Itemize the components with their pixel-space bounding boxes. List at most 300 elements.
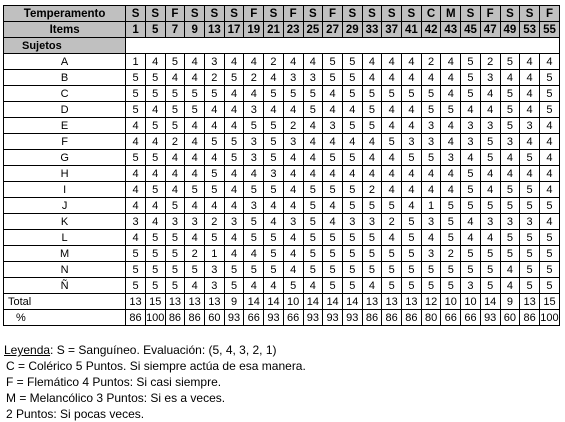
total-row-cell: 14 — [323, 294, 343, 310]
subject-row-cell: 5 — [303, 246, 323, 262]
subject-row-cell: 5 — [342, 118, 362, 134]
percent-row-cell: 66 — [244, 310, 264, 326]
subject-row-cell: 4 — [441, 118, 461, 134]
subject-row-cell: 4 — [362, 278, 382, 294]
subject-row-cell: 5 — [402, 230, 422, 246]
subject-row-cell: 5 — [421, 86, 441, 102]
subject-row-cell: 3 — [500, 214, 520, 230]
subject-row-cell: 5 — [539, 86, 559, 102]
subject-row-cell: 4 — [264, 70, 284, 86]
temperament-row-cell: F — [283, 6, 303, 22]
subject-row-cell: 4 — [264, 102, 284, 118]
subject-row-cell: 5 — [303, 86, 323, 102]
subject-row-cell: 4 — [283, 150, 303, 166]
subject-row-cell: 4 — [500, 70, 520, 86]
subject-row-cell: 5 — [224, 262, 244, 278]
subject-row-cell: 2 — [382, 214, 402, 230]
subject-row-cell: 4 — [362, 134, 382, 150]
total-row-cell: 14 — [244, 294, 264, 310]
subject-row-cell: 4 — [224, 182, 244, 198]
subject-row-cell: 1 — [421, 198, 441, 214]
subject-row — [4, 118, 560, 134]
subject-row-cell: 5 — [205, 166, 225, 182]
subject-row-cell: 2 — [480, 54, 500, 70]
subject-row-cell: 4 — [165, 182, 185, 198]
temperament-row-cell: S — [126, 6, 146, 22]
subject-row-cell: 4 — [145, 214, 165, 230]
subject-row-cell: 5 — [126, 86, 146, 102]
subject-row-cell: 2 — [362, 182, 382, 198]
subject-row-cell: 4 — [539, 214, 559, 230]
subject-row-cell: 4 — [205, 118, 225, 134]
subject-row-cell: 5 — [382, 134, 402, 150]
subject-row-cell: 5 — [441, 278, 461, 294]
subject-row-cell: 5 — [145, 70, 165, 86]
total-row-cell: 14 — [264, 294, 284, 310]
total-row-cell: 13 — [362, 294, 382, 310]
total-row-cell: 13 — [520, 294, 540, 310]
subject-row — [4, 102, 560, 118]
subject-row-cell: 5 — [165, 278, 185, 294]
percent-row — [4, 310, 560, 326]
subject-row-cell: 5 — [520, 198, 540, 214]
subject-row-cell: 4 — [382, 54, 402, 70]
subject-row-cell: 5 — [342, 246, 362, 262]
subject-row-cell: 5 — [480, 150, 500, 166]
subject-row-cell: 5 — [145, 182, 165, 198]
subject-row-cell: 4 — [185, 150, 205, 166]
subject-row-cell: 5 — [165, 246, 185, 262]
subject-row-cell: 3 — [205, 262, 225, 278]
subject-row-cell: 4 — [264, 214, 284, 230]
subject-row-cell: 5 — [264, 246, 284, 262]
subject-row — [4, 278, 560, 294]
subject-row-cell: 4 — [520, 70, 540, 86]
subject-row-cell: 4 — [323, 166, 343, 182]
total-row-cell: 10 — [461, 294, 481, 310]
subject-row-cell: 4 — [244, 278, 264, 294]
subject-row-cell: 3 — [461, 278, 481, 294]
percent-row-cell: 60 — [500, 310, 520, 326]
subject-row-cell: 4 — [461, 102, 481, 118]
subject-row-cell: 5 — [500, 118, 520, 134]
subject-row — [4, 150, 560, 166]
subject-row-cell: 4 — [283, 166, 303, 182]
subject-row-cell: 5 — [382, 86, 402, 102]
subject-row-cell: 4 — [283, 54, 303, 70]
subject-row-cell: 4 — [362, 166, 382, 182]
temperament-row-cell: F — [539, 6, 559, 22]
subject-row-cell: 4 — [283, 182, 303, 198]
items-row-cell: 19 — [244, 22, 264, 38]
subject-row-cell: 5 — [303, 102, 323, 118]
total-row-label: Total — [4, 294, 126, 310]
subject-row-cell: 3 — [441, 150, 461, 166]
subject-row-cell: 4 — [224, 102, 244, 118]
percent-row-cell: 100 — [540, 311, 559, 324]
subject-row-cell: 5 — [303, 230, 323, 246]
percent-row-cell: 86 — [165, 310, 185, 326]
subject-row-cell: 3 — [402, 134, 422, 150]
percent-row-cell: 93 — [323, 310, 343, 326]
subject-row-cell: 4 — [323, 86, 343, 102]
subject-row-cell: 4 — [402, 54, 422, 70]
subject-row-cell: 4 — [303, 134, 323, 150]
subject-row-cell: 5 — [244, 182, 264, 198]
subject-row-cell: 4 — [323, 102, 343, 118]
subject-row-cell: 4 — [382, 102, 402, 118]
percent-row-cell: 93 — [224, 310, 244, 326]
subject-row-cell: 4 — [185, 278, 205, 294]
subject-row-cell: 4 — [244, 246, 264, 262]
subject-row-cell: 4 — [539, 54, 559, 70]
subject-row-cell: 5 — [421, 262, 441, 278]
subject-row-cell: 5 — [461, 166, 481, 182]
items-row-cell: 55 — [539, 22, 559, 38]
subject-row-cell: 4 — [441, 86, 461, 102]
subject-row-cell: 3 — [421, 246, 441, 262]
subject-row-cell: 4 — [382, 166, 402, 182]
subject-row-cell: 4 — [126, 230, 146, 246]
temperament-row-cell: S — [145, 6, 165, 22]
subject-row-cell: 4 — [283, 246, 303, 262]
subject-row-cell: 5 — [539, 262, 559, 278]
items-row-cell: 9 — [185, 22, 205, 38]
subject-row-cell: 5 — [520, 262, 540, 278]
subject-row-cell: 3 — [283, 214, 303, 230]
subject-row-cell: 4 — [421, 182, 441, 198]
subject-row-cell: 4 — [520, 166, 540, 182]
subject-row-cell: 3 — [205, 54, 225, 70]
legend-sanguineo: : S = Sanguíneo. Evaluación: (5, 4, 3, 2, 1) — [50, 343, 277, 357]
temperament-row-cell: S — [264, 6, 284, 22]
subject-row-cell: 5 — [500, 246, 520, 262]
subject-row-cell: 4 — [500, 166, 520, 182]
subject-row-cell: 5 — [500, 230, 520, 246]
legend-line-5: 2 Puntos: Si pocas veces. — [6, 407, 145, 421]
subject-row-cell: 5 — [205, 230, 225, 246]
subject-row-cell: 5 — [126, 246, 146, 262]
subject-row-cell: 4 — [165, 70, 185, 86]
subject-row-cell: 5 — [205, 182, 225, 198]
subject-row-cell: 4 — [224, 246, 244, 262]
subject-row-cell: 4 — [421, 230, 441, 246]
subject-row-cell: 5 — [224, 134, 244, 150]
subject-row-cell: 5 — [126, 102, 146, 118]
subject-row-cell: 5 — [421, 102, 441, 118]
subject-row-cell: 3 — [244, 198, 264, 214]
subject-row — [4, 230, 560, 246]
subject-row-cell: 5 — [323, 150, 343, 166]
subject-row-cell: 3 — [480, 118, 500, 134]
subject-row-cell: 5 — [539, 246, 559, 262]
subject-row-cell: 3 — [421, 118, 441, 134]
subject-row-cell: 5 — [441, 230, 461, 246]
subject-row — [4, 86, 560, 102]
subject-row-cell: 3 — [244, 134, 264, 150]
subject-row-cell: 5 — [539, 102, 559, 118]
percent-row-cell: 100 — [146, 311, 165, 324]
subject-row-cell: 4 — [185, 166, 205, 182]
total-row-cell: 10 — [283, 294, 303, 310]
subject-row-cell: 3 — [480, 214, 500, 230]
total-row-cell: 15 — [145, 294, 165, 310]
subject-row-cell: 2 — [264, 54, 284, 70]
percent-row-cell: 93 — [480, 310, 500, 326]
subject-row-cell: 5 — [421, 150, 441, 166]
subject-row-cell: 5 — [283, 278, 303, 294]
subject-row-cell: 3 — [205, 278, 225, 294]
subjects-filler — [126, 38, 560, 54]
temperament-row-cell: F — [323, 6, 343, 22]
items-row-cell: 47 — [480, 22, 500, 38]
subject-row-cell: 4 — [441, 182, 461, 198]
subject-row-cell: 5 — [480, 278, 500, 294]
percent-row-cell: 93 — [342, 310, 362, 326]
subject-row-cell: 4 — [520, 86, 540, 102]
subject-row-cell: 5 — [539, 230, 559, 246]
subject-row-label: D — [4, 102, 126, 118]
subject-row-cell: 4 — [342, 102, 362, 118]
subject-row-cell: 4 — [441, 166, 461, 182]
total-row-cell: 13 — [382, 294, 402, 310]
items-row-cell: 42 — [421, 22, 441, 38]
subject-row-cell: 5 — [342, 54, 362, 70]
subject-row-cell: 5 — [402, 262, 422, 278]
subject-row-cell: 5 — [303, 182, 323, 198]
temperament-row-cell: S — [185, 6, 205, 22]
total-row-cell: 14 — [342, 294, 362, 310]
subject-row-cell: 4 — [342, 134, 362, 150]
subject-row-label: G — [4, 150, 126, 166]
items-row-cell: 45 — [461, 22, 481, 38]
subject-row-cell: 5 — [264, 262, 284, 278]
items-row-cell: 23 — [283, 22, 303, 38]
subject-row-cell: 4 — [145, 166, 165, 182]
subject-row-cell: 4 — [480, 102, 500, 118]
subject-row-cell: 5 — [362, 102, 382, 118]
legend-line-2: C = Colérico 5 Puntos. Si siempre actúa de esa manera. — [6, 359, 306, 373]
subject-row-cell: 5 — [362, 230, 382, 246]
subject-row-cell: 3 — [244, 150, 264, 166]
subject-row-cell: 5 — [362, 198, 382, 214]
total-row-cell: 9 — [224, 294, 244, 310]
subject-row-cell: 5 — [283, 86, 303, 102]
subject-row-cell: 4 — [205, 150, 225, 166]
subject-row-cell: 4 — [480, 86, 500, 102]
subject-row-cell: 5 — [264, 150, 284, 166]
percent-row-cell: 60 — [205, 310, 225, 326]
temperament-row-cell: S — [402, 6, 422, 22]
subject-row-cell: 3 — [500, 134, 520, 150]
subject-row-cell: 4 — [480, 230, 500, 246]
subject-row — [4, 246, 560, 262]
subject-row-cell: 5 — [520, 230, 540, 246]
subject-row-cell: 5 — [145, 246, 165, 262]
subject-row-cell: 4 — [539, 118, 559, 134]
subject-row-cell: 5 — [244, 262, 264, 278]
subject-row-cell: 4 — [165, 166, 185, 182]
subject-row-cell: 3 — [303, 70, 323, 86]
items-row-cell: 25 — [303, 22, 323, 38]
subject-row-cell: 3 — [165, 214, 185, 230]
subject-row-cell: 5 — [402, 278, 422, 294]
subject-row — [4, 182, 560, 198]
subject-row-label: E — [4, 118, 126, 134]
subject-row-cell: 5 — [264, 118, 284, 134]
subject-row-cell: 5 — [165, 230, 185, 246]
temperament-row-label: Temperamento — [4, 6, 126, 22]
items-row-cell: 17 — [224, 22, 244, 38]
temperament-row-cell: F — [244, 6, 264, 22]
items-row-cell: 53 — [520, 22, 540, 38]
subject-row-cell: 4 — [283, 102, 303, 118]
subject-row-cell: 4 — [205, 198, 225, 214]
legend-line-4: M = Melancólico 3 Puntos: Si es a veces. — [6, 391, 226, 405]
subjects-row — [4, 38, 560, 54]
subject-row-cell: 3 — [342, 214, 362, 230]
subject-row-cell: 5 — [402, 86, 422, 102]
subject-row-cell: 4 — [244, 54, 264, 70]
subject-row-cell: 5 — [342, 262, 362, 278]
subject-row-cell: 5 — [520, 182, 540, 198]
subject-row-cell: 5 — [165, 54, 185, 70]
temperament-row-cell: M — [441, 6, 461, 22]
subject-row-cell: 4 — [185, 198, 205, 214]
subject-row-cell: 5 — [185, 262, 205, 278]
subject-row-cell: 5 — [461, 54, 481, 70]
subject-row-cell: 5 — [145, 278, 165, 294]
subject-row-cell: 3 — [461, 118, 481, 134]
percent-row-cell: 86 — [185, 310, 205, 326]
subject-row-cell: 5 — [500, 198, 520, 214]
subject-row-cell: 5 — [539, 278, 559, 294]
subject-row-cell: 5 — [342, 198, 362, 214]
subject-row-cell: 4 — [500, 278, 520, 294]
subject-row-cell: 5 — [165, 198, 185, 214]
subject-row-cell: 4 — [402, 166, 422, 182]
subject-row-label: A — [4, 54, 126, 70]
percent-row-cell: 86 — [126, 310, 146, 326]
subject-row-cell: 3 — [520, 214, 540, 230]
temperament-table — [3, 5, 560, 326]
legend-prefix: Leyenda — [4, 343, 51, 357]
subject-row-cell: 4 — [461, 214, 481, 230]
subject-row-cell: 5 — [461, 86, 481, 102]
subject-row-cell: 4 — [126, 134, 146, 150]
subject-row-cell: 4 — [126, 182, 146, 198]
subject-row-cell: 3 — [224, 214, 244, 230]
subject-row-cell: 3 — [323, 118, 343, 134]
subject-row-cell: 2 — [165, 134, 185, 150]
subject-row-cell: 5 — [461, 70, 481, 86]
subject-row-cell: 4 — [145, 54, 165, 70]
subject-row-cell: 5 — [323, 246, 343, 262]
subject-row-cell: 5 — [342, 230, 362, 246]
subject-row — [4, 214, 560, 230]
subject-row-label: M — [4, 246, 126, 262]
total-row-cell: 12 — [421, 294, 441, 310]
subject-row-cell: 4 — [382, 182, 402, 198]
percent-row-cell: 93 — [303, 310, 323, 326]
subject-row-cell: 5 — [205, 134, 225, 150]
subject-row-cell: 4 — [224, 86, 244, 102]
total-row-cell: 9 — [500, 294, 520, 310]
subject-row-cell: 3 — [480, 70, 500, 86]
subject-row-label: L — [4, 230, 126, 246]
subject-row-cell: 4 — [441, 70, 461, 86]
subject-row-cell: 5 — [480, 134, 500, 150]
subject-row-cell: 5 — [382, 262, 402, 278]
subject-row-cell: 2 — [205, 70, 225, 86]
subject-row-cell: 5 — [303, 198, 323, 214]
subject-row-cell: 4 — [520, 102, 540, 118]
subject-row-cell: 4 — [126, 118, 146, 134]
subject-row-cell: 4 — [500, 262, 520, 278]
subject-row-label: H — [4, 166, 126, 182]
subject-row-cell: 5 — [539, 198, 559, 214]
percent-row-cell: 80 — [421, 310, 441, 326]
subject-row-cell: 3 — [283, 134, 303, 150]
subjects-label: Sujetos — [4, 38, 126, 54]
temperament-row-cell: F — [165, 6, 185, 22]
subject-row-cell: 5 — [480, 198, 500, 214]
subject-row-cell: 5 — [342, 278, 362, 294]
subject-row-cell: 5 — [441, 262, 461, 278]
percent-row-cell: 66 — [283, 310, 303, 326]
subject-row-cell: 4 — [323, 134, 343, 150]
temperament-row-cell: S — [205, 6, 225, 22]
subject-row-cell: 4 — [421, 166, 441, 182]
subject-row-cell: 5 — [362, 118, 382, 134]
subject-row-cell: 4 — [224, 198, 244, 214]
subject-row-cell: 4 — [244, 166, 264, 182]
subject-row-cell: 5 — [126, 70, 146, 86]
percent-row-cell: 86 — [520, 310, 540, 326]
subject-row — [4, 70, 560, 86]
subject-row-cell: 5 — [126, 278, 146, 294]
legend-line-1 — [4, 342, 306, 358]
subject-row-cell: 4 — [539, 134, 559, 150]
subject-row-cell: 5 — [323, 262, 343, 278]
percent-row-label: % — [4, 310, 126, 326]
subject-row-cell: 4 — [520, 134, 540, 150]
subject-row-cell: 4 — [224, 166, 244, 182]
subject-row-cell: 4 — [126, 198, 146, 214]
subject-row-cell: 4 — [185, 54, 205, 70]
subject-row-cell: 4 — [402, 182, 422, 198]
subject-row-cell: 4 — [126, 166, 146, 182]
subject-row-cell: 5 — [185, 182, 205, 198]
items-row — [4, 22, 560, 38]
subject-row-cell: 3 — [520, 118, 540, 134]
subject-row-cell: 4 — [303, 54, 323, 70]
temperament-row-cell: S — [224, 6, 244, 22]
subject-row-label: C — [4, 86, 126, 102]
subject-row — [4, 134, 560, 150]
subject-row-label: J — [4, 198, 126, 214]
subject-row-cell: 5 — [402, 246, 422, 262]
subject-row-cell: 4 — [421, 70, 441, 86]
subject-row-cell: 2 — [441, 246, 461, 262]
subject-row-cell: 2 — [244, 70, 264, 86]
subject-row-cell: 4 — [244, 86, 264, 102]
subject-row-cell: 5 — [264, 134, 284, 150]
subject-row-label: F — [4, 134, 126, 150]
subject-row-cell: 4 — [185, 230, 205, 246]
subject-row — [4, 54, 560, 70]
subject-row-cell: 4 — [264, 198, 284, 214]
